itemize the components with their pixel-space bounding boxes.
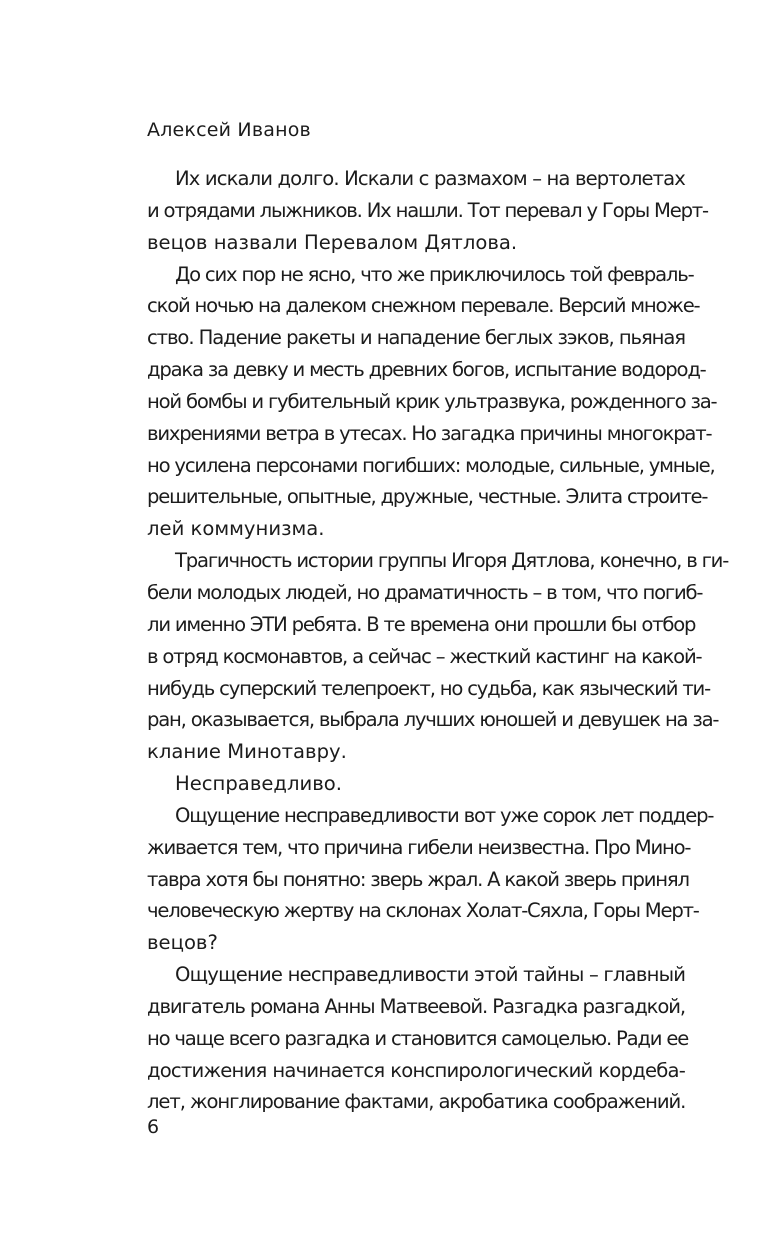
text-line: ской ночью на далеком снежном перевале. Версий множе- (147, 294, 700, 318)
paragraph (147, 259, 717, 546)
text-line: достижения начинается конспирологический кордеба- (147, 1058, 685, 1082)
text-line: двигатель романа Анны Матвеевой. Разгадка разгадкой, (147, 994, 686, 1018)
text-line: но усилена персонами погибших: молодые, сильные, умные, (147, 453, 715, 477)
text-line: ли именно ЭТИ ребята. В те времена они прошли бы отбор (147, 612, 696, 636)
text-line: ство. Падение ракеты и нападение беглых зэков, пьяная (147, 326, 685, 350)
text-line: в отряд космонавтов, а сейчас – жесткий кастинг на какой- (147, 644, 702, 668)
text-line: и отрядами лыжников. Их нашли. Тот перевал у Горы Мерт- (147, 198, 708, 222)
text-line: клание Минотавру. (147, 740, 347, 764)
text-line: вецов назвали Перевалом Дятлова. (147, 230, 518, 254)
running-head-author: Алексей Иванов (147, 119, 311, 141)
text-line: живается тем, что причина гибели неизвестна. Про Мино- (147, 835, 691, 859)
text-line: Их искали долго. Искали с размахом – на вертолетах (175, 167, 685, 190)
text-line: вихрениями ветра в утесах. Но загадка причины многократ- (147, 421, 712, 445)
paragraph (147, 163, 708, 259)
text-line: человеческую жертву на склонах Холат-Сяхла, Горы Мерт- (147, 899, 699, 923)
text-line: ран, оказывается, выбрала лучших юношей и девушек на за- (147, 708, 719, 732)
body-text (147, 163, 729, 1118)
paragraph (147, 545, 729, 768)
text-line: драка за девку и месть древних богов, испытание водород- (147, 358, 706, 382)
text-line: нибудь суперский телепроект, но судьба, как языческий ти- (147, 676, 710, 700)
text-line: Трагичность истории группы Игоря Дятлова, конечно, в ги- (175, 549, 729, 573)
paragraph (147, 768, 685, 800)
text-line: Ощущение несправедливости вот уже сорок лет поддер- (175, 803, 714, 827)
text-line: Ощущение несправедливости этой тайны – главный (175, 963, 686, 987)
text-line: бели молодых людей, но драматичность – в том, что погиб- (147, 580, 703, 604)
text-line: но чаще всего разгадка и становится самоцелью. Ради ее (147, 1026, 689, 1050)
paragraph (147, 800, 714, 959)
paragraph (147, 959, 689, 1118)
text-line: лет, жонглирование фактами, акробатика соображений. (147, 1090, 686, 1114)
text-line: лей коммунизма. (147, 517, 325, 541)
text-line: тавра хотя бы понятно: зверь жрал. А какой зверь принял (147, 867, 689, 891)
text-line: ной бомбы и губительный крик ультразвука, рожденного за- (147, 389, 717, 413)
text-line: Несправедливо. (175, 772, 342, 796)
text-line: вецов? (147, 931, 218, 955)
text-line: До сих пор не ясно, что же приключилось той февраль- (175, 262, 694, 286)
page-number: 6 (147, 1116, 160, 1138)
text-line: решительные, опытные, дружные, честные. Элита строите- (147, 485, 708, 509)
